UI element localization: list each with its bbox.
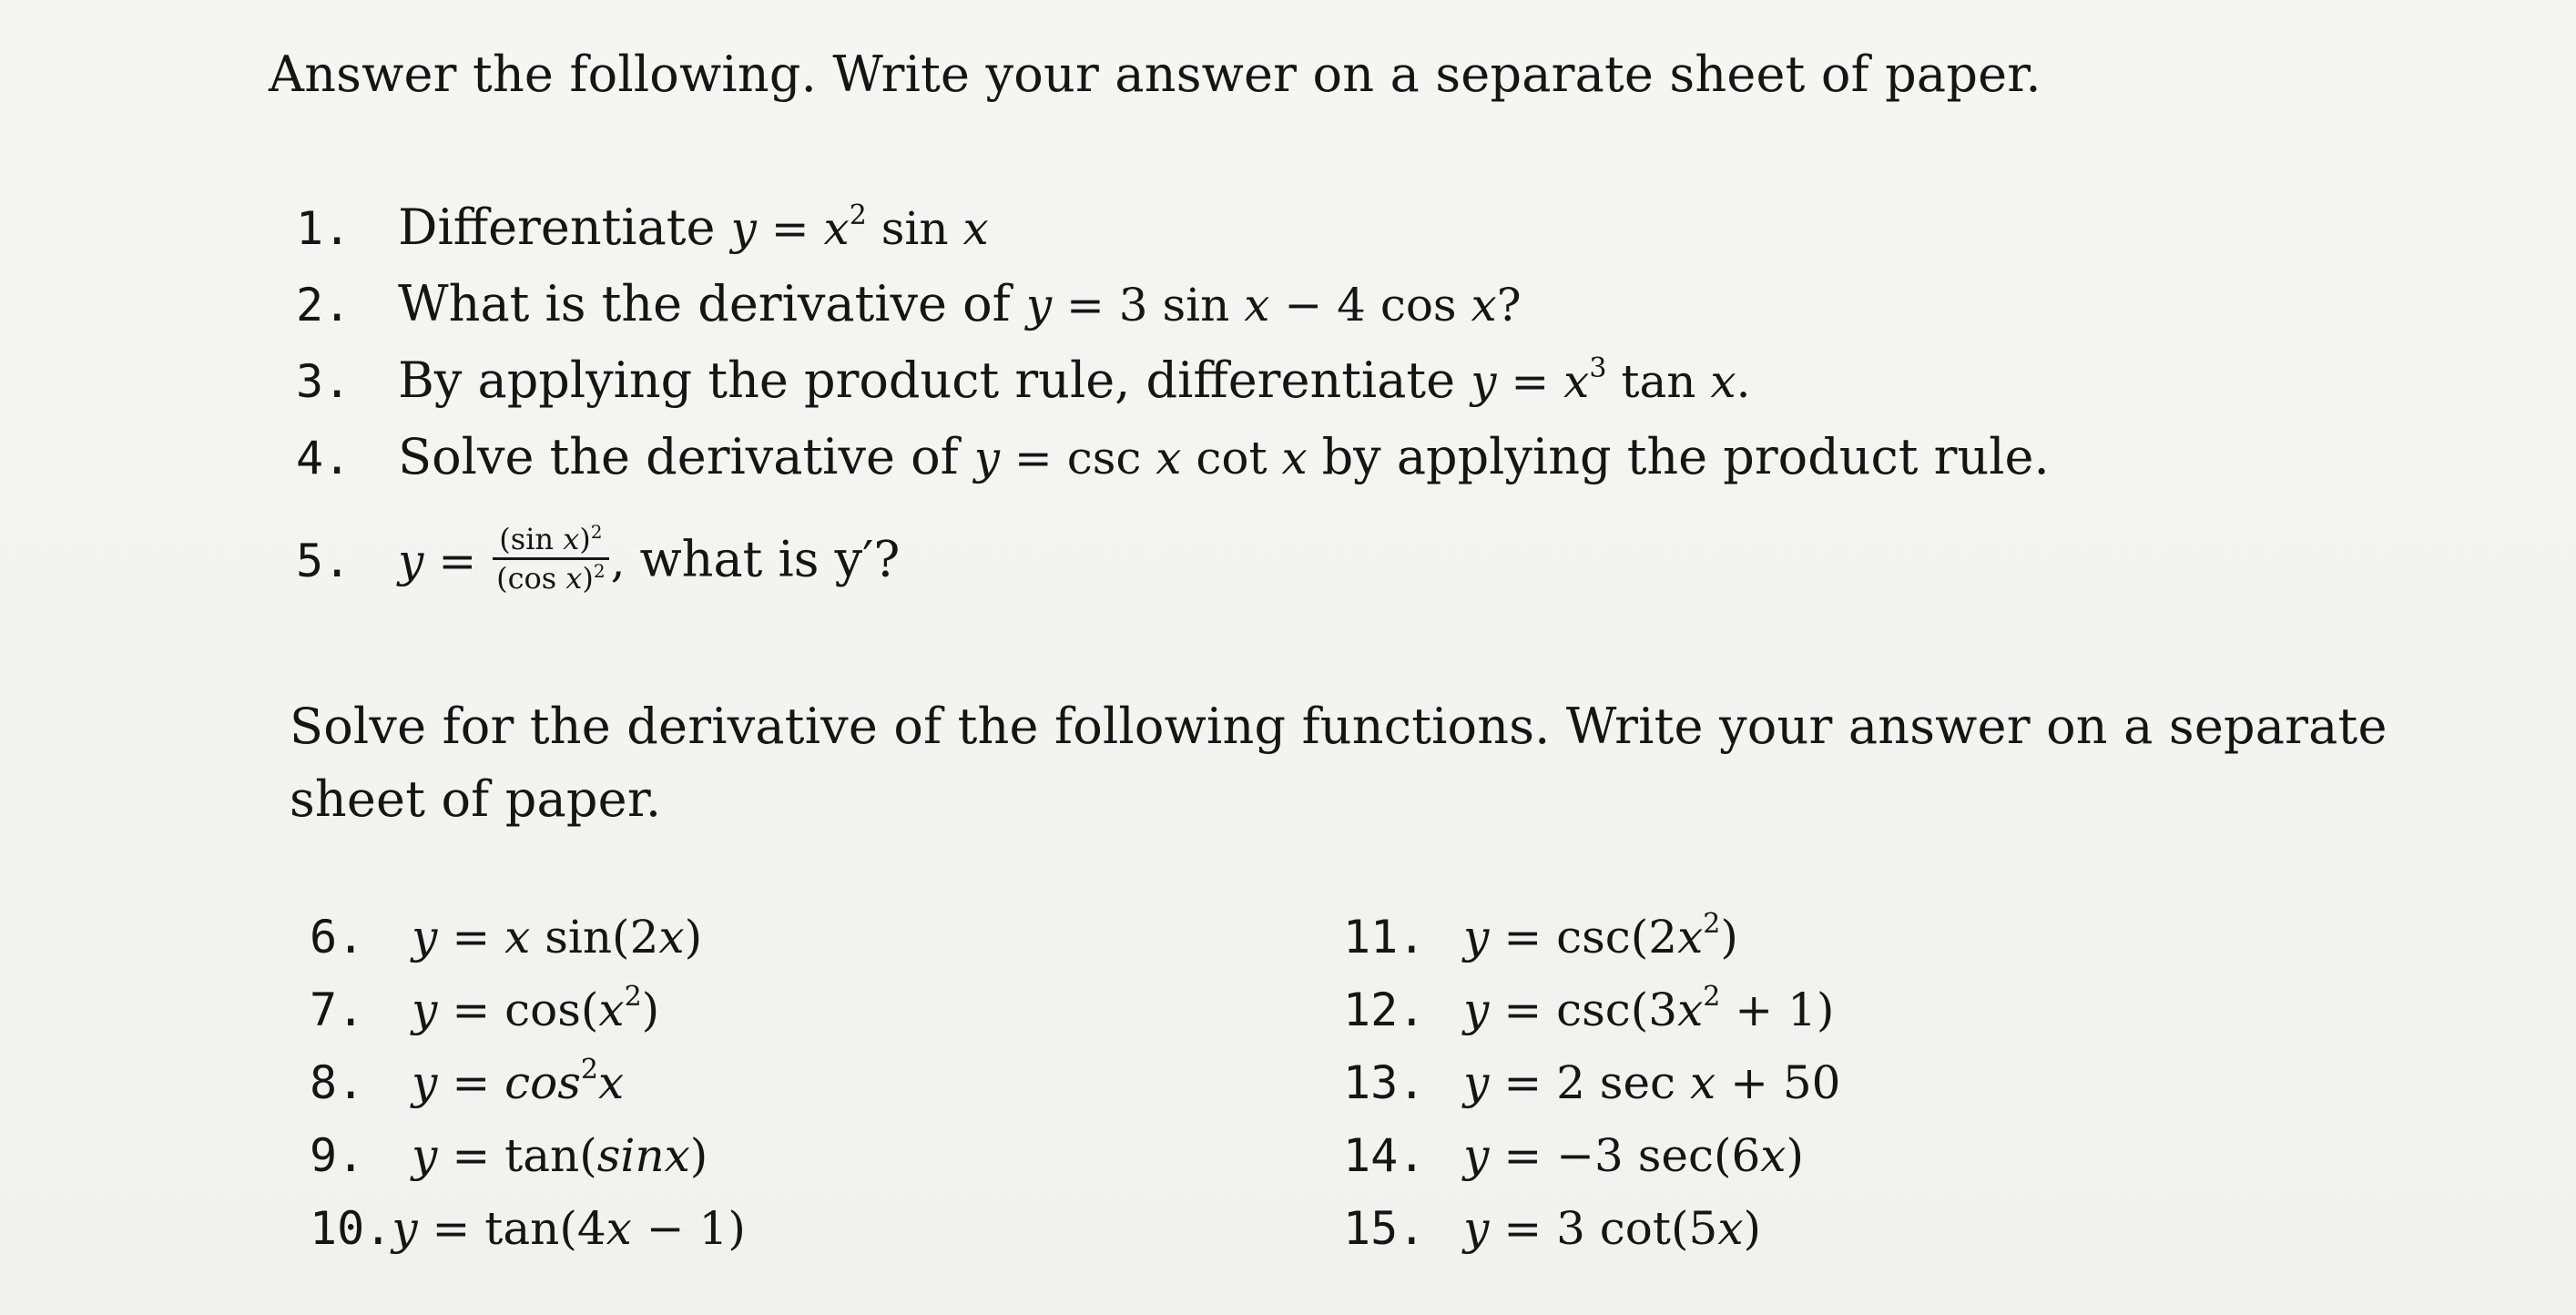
question-1 <box>296 199 989 258</box>
instruction-part-2: Solve for the derivative of the following functions. Write your answer on a separate sheet of paper. <box>290 698 2388 828</box>
instruction-part-1: Answer the following. Write your answer on a separate sheet of paper. <box>269 46 2041 103</box>
question-number: 4. <box>296 432 351 484</box>
question-number: 12. <box>1343 984 1426 1036</box>
question-number: 1. <box>296 202 351 255</box>
question-6 <box>310 907 702 966</box>
question-number: 8. <box>310 1056 365 1109</box>
question-text: what is y′? <box>639 530 901 588</box>
fraction: $\frac{(\sin x)^2}{(\cos x)^2}$ <box>493 521 609 596</box>
question-2-equation: y = 3 sin x − 4 cos x? <box>1025 279 1522 331</box>
question-3 <box>296 352 1750 411</box>
question-5 <box>296 521 901 602</box>
question-8 <box>310 1053 624 1112</box>
question-7 <box>310 980 659 1039</box>
question-11-equation: $y = \csc(2x^2)$ <box>1463 908 1738 963</box>
question-11 <box>1343 907 1738 966</box>
question-6-equation: y = x sin(2x) <box>412 911 703 963</box>
question-text: What is the derivative of <box>398 275 1011 332</box>
question-number: 15. <box>1343 1202 1426 1255</box>
question-number: 6. <box>310 911 365 963</box>
question-number: 14. <box>1343 1129 1426 1182</box>
question-text: Solve the derivative of <box>398 428 959 485</box>
question-text: By applying the product rule, differentiate <box>398 352 1456 409</box>
question-3-equation: $y = x^3$ tan x. <box>1471 352 1751 408</box>
question-number: 11. <box>1343 911 1426 963</box>
question-8-equation: $y = \cos^2x$ <box>412 1054 625 1109</box>
question-7-equation: $y = \cos(x^2)$ <box>412 981 660 1036</box>
question-number: 9. <box>310 1129 365 1182</box>
question-number: 5. <box>296 534 351 587</box>
question-15 <box>1343 1198 1761 1258</box>
question-4-equation: y = csc x cot x <box>973 432 1308 484</box>
question-14-equation: y = −3 sec(6x) <box>1463 1129 1804 1182</box>
question-12-equation: $y = \csc(3x^2 + 1)$ <box>1463 981 1835 1036</box>
question-number: 10. <box>310 1202 392 1255</box>
question-10-equation: y = tan(4x − 1) <box>392 1202 746 1255</box>
question-12 <box>1343 980 1834 1039</box>
question-13-equation: y = 2 sec x + 50 <box>1463 1056 1841 1109</box>
question-number: 7. <box>310 984 365 1036</box>
question-10 <box>310 1198 746 1258</box>
question-number: 3. <box>296 355 351 408</box>
question-9 <box>310 1126 708 1185</box>
question-text: Differentiate <box>398 199 716 256</box>
question-2 <box>296 275 1522 334</box>
question-9-equation: y = tan(sinx) <box>412 1129 708 1182</box>
question-4 <box>296 428 2050 487</box>
question-5-equation: y = $\frac{(\sin x)^2}{(\cos x)^2}$ , <box>398 521 640 596</box>
question-4-suffix: by applying the product rule. <box>1321 428 2050 485</box>
question-number: 2. <box>296 279 351 331</box>
question-1-equation: $y = x^2$ sin x <box>730 199 989 255</box>
question-15-equation: y = 3 cot(5x) <box>1463 1202 1762 1255</box>
question-number: 13. <box>1343 1056 1426 1109</box>
question-13 <box>1343 1053 1840 1112</box>
question-14 <box>1343 1126 1804 1185</box>
